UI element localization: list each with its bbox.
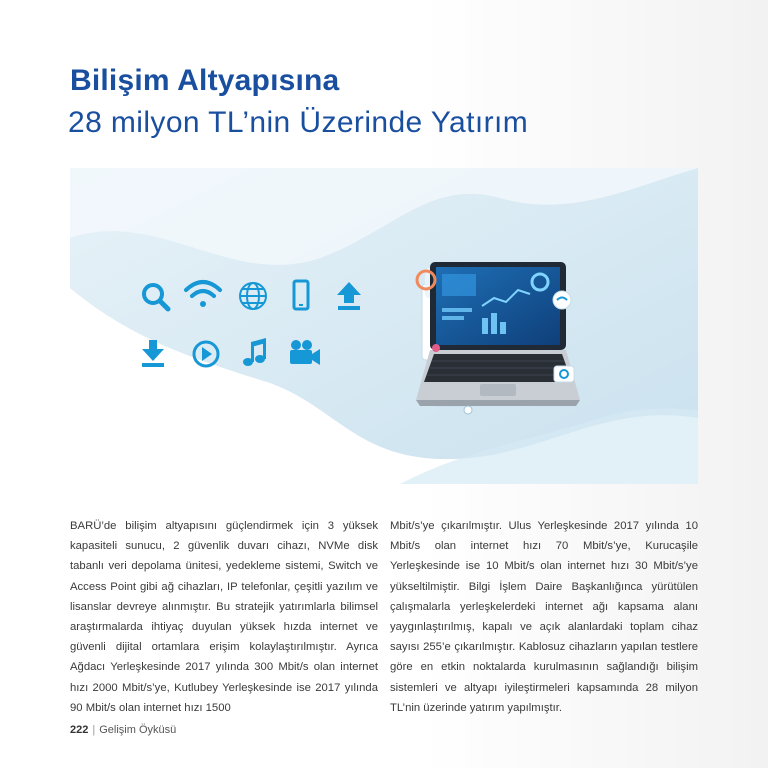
illustration-banner (70, 168, 698, 484)
section-name: Gelişim Öyküsü (99, 724, 177, 736)
camera-bubble-icon (554, 366, 574, 382)
page-title: Bilişim Altyapısına (70, 64, 340, 97)
page-subtitle: 28 milyon TL’nin Üzerinde Yatırım (68, 106, 529, 139)
location-pin-icon (432, 344, 440, 352)
footer-separator: | (92, 724, 96, 736)
laptop-illustration (416, 262, 580, 414)
body-text-right: Mbit/s’ye çıkarılmıştır. Ulus Yerleşkesinde 2017 yılında 10 Mbit/s olan internet hızı 70 Mbit/s’ye, Kurucaşile Yerleşkesinde ise 10 Mbit/s olan internet hızı 30 Mbit/s’ye yükseltilmiştir. Bilgi İşlem Daire Başkanlığınca yürütülen çalışmalarla yerleşkelerdeki internet ağı kapsama alanı yaygınlaştırılmış, kapalı ve açık alanlardaki toplam cihaz sayısı 255’e çıkarılmıştır. Kablosuz cihazların yapılan testlere göre en etkin noktalarda kurulmasının sağlandığı bilişim sistemleri ve altyapı iyileştirmeleri kapsamında 28 milyon TL’nin üzerinde yatırım yapılmıştır. (390, 520, 698, 714)
page-footer (70, 724, 176, 736)
settings-bubble-icon (464, 406, 472, 414)
wifi-bubble-icon (553, 291, 571, 309)
page-number: 222 (70, 724, 89, 736)
body-text-left: BARÜ’de bilişim altyapısını güçlendirmek için 3 yüksek kapasiteli sunucu, 2 güvenlik duvarı cihazı, NVMe disk tabanlı veri depolama ünitesi, yedekleme sistemi, Switch ve Access Point gibi ağ cihazları, IP telefonlar, çeşitli yazılım ve lisanslar devreye alınmıştır. Bu stratejik yatırımlarla bilimsel araştırmalarda ihtiyaç duyulan yüksek hızda internet ve güvenli dijital ortamlara erişim kolaylaştırılmıştır. Ayrıca Ağdacı Yerleşkesinde 2017 yılında 300 Mbit/s olan internet hızı 2000 Mbit/s’ye, Kutlubey Yerleşkesinde ise 2017 yılında 90 Mbit/s olan internet hızı 1500 (70, 520, 378, 714)
laptop-touchpad (480, 384, 516, 396)
banner-illustration (70, 168, 698, 484)
